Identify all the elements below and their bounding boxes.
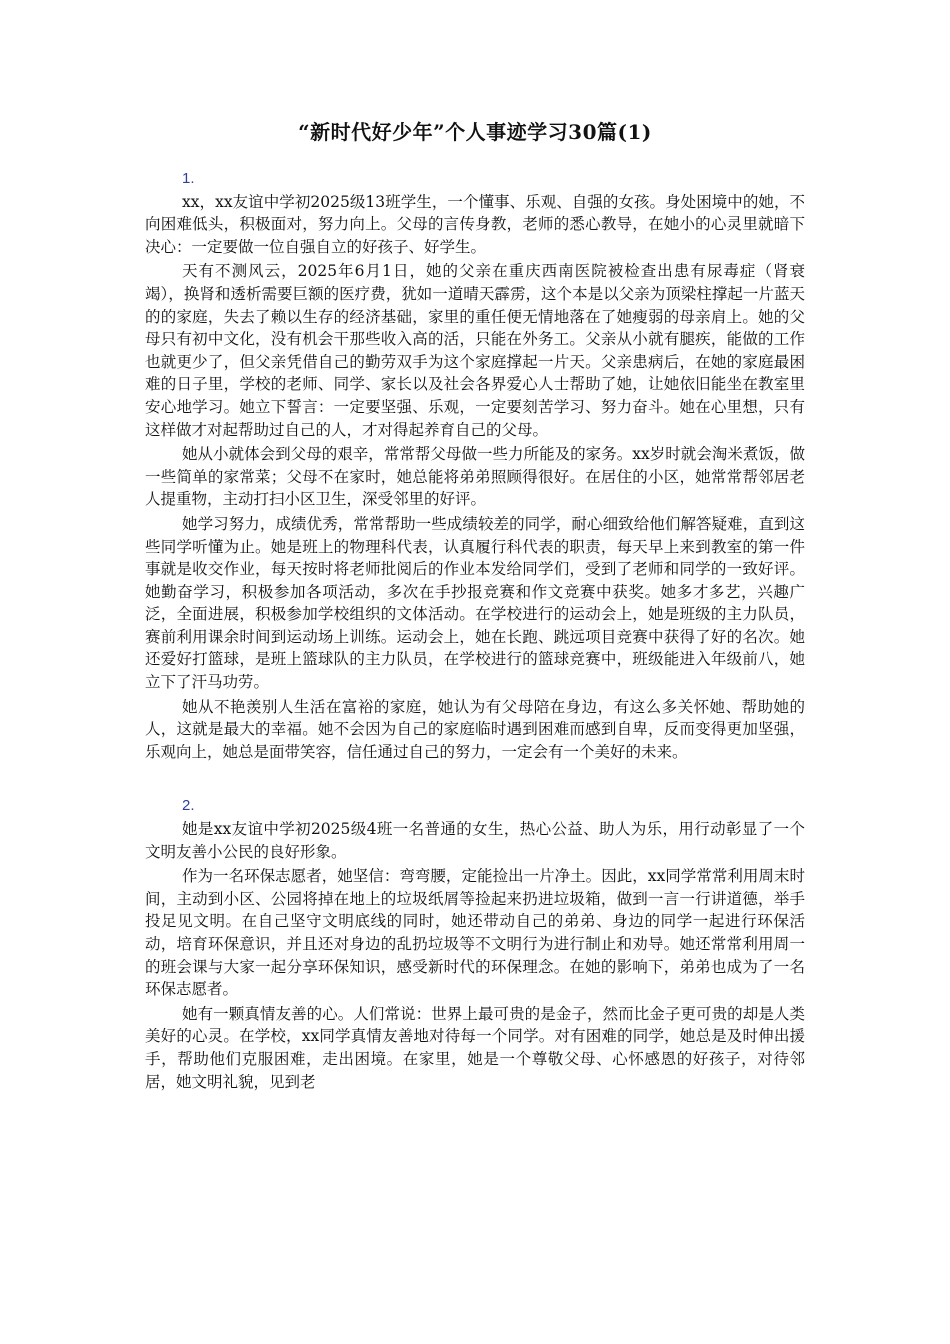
section-number: 1. <box>182 170 195 187</box>
document-title: “新时代好少年”个人事迹学习30篇(1) <box>298 120 652 144</box>
paragraph: xx，xx友谊中学初2025级13班学生，一个懂事、乐观、自强的女孩。身处困境中的她，不向困难低头，积极面对，努力向上。父母的言传身教，老师的悉心教导，在她小的心灵里就暗下决心：一定要做一位自强自立的好孩子、好学生。 <box>145 192 805 256</box>
paragraph: 她从不艳羡别人生活在富裕的家庭，她认为有父母陪在身边，有这么多关怀她、帮助她的人，这就是最大的幸福。她不会因为自己的家庭临时遇到困难而感到自卑，反而变得更加坚强，乐观向上，她总是面带笑容，信任通过自己的努力，一定会有一个美好的未来。 <box>145 697 805 761</box>
section-spacer <box>145 765 805 795</box>
paragraph: 天有不测风云，2025年6月1日，她的父亲在重庆西南医院被检查出患有尿毒症（肾衰竭），换肾和透析需要巨额的医疗费，犹如一道晴天霹雳，这个本是以父亲为顶梁柱撑起一片蓝天的的家庭，失去了赖以生存的经济基础，家里的重任便无情地落在了她瘦弱的母亲肩上。她的父母只有初中文化，没有机会干那些收入高的活，只能在外务工。父亲从小就有腿疾，能做的工作也就更少了，但父亲凭借自己的勤劳双手为这个家庭撑起一片天。父亲患病后，在她的家庭最困难的日子里，学校的老师、同学、家长以及社会各界爱心人士帮助了她，让她依旧能坐在教室里安心地学习。她立下誓言：一定要坚强、乐观，一定要刻苦学习、努力奋斗。她在心里想，只有这样做才对起帮助过自己的人，才对得起养育自己的父母。 <box>145 262 805 439</box>
paragraph: 她有一颗真情友善的心。人们常说：世界上最可贵的是金子，然而比金子更可贵的却是人类美好的心灵。在学校，xx同学真情友善地对待每一个同学。对有困难的同学，她总是及时伸出援手，帮助他们克服困难，走出困境。在家里，她是一个尊敬父母、心怀感恩的好孩子，对待邻居，她文明礼貌，见到老 <box>145 1004 805 1091</box>
paragraph: 她是xx友谊中学初2025级4班一名普通的女生，热心公益、助人为乐，用行动彰显了一个文明友善小公民的良好形象。 <box>145 820 805 861</box>
paragraph: 她从小就体会到父母的艰辛，常常帮父母做一些力所能及的家务。xx岁时就会淘米煮饭，做一些简单的家常菜；父母不在家时，她总能将弟弟照顾得很好。在居住的小区，她常常帮邻居老人提重物，主动打扫小区卫生，深受邻里的好评。 <box>145 445 805 509</box>
paragraph: 作为一名环保志愿者，她坚信：弯弯腰，定能捡出一片净土。因此，xx同学常常利用周末时间，主动到小区、公园将掉在地上的垃圾纸屑等捡起来扔进垃圾箱，做到一言一行讲道德，举手投足见文明。在自己坚守文明底线的同时，她还带动自己的弟弟、身边的同学一起进行环保活动，培育环保意识，并且还对身边的乱扔垃圾等不文明行为进行制止和劝导。她还常常利用周一的班会课与大家一起分享环保知识，感受新时代的环保理念。在她的影响下，弟弟也成为了一名环保志愿者。 <box>145 867 805 999</box>
document-body <box>145 168 805 1095</box>
paragraph: 她学习努力，成绩优秀，常常帮助一些成绩较差的同学，耐心细致给他们解答疑难，直到这些同学听懂为止。她是班上的物理科代表，认真履行科代表的职责，每天早上来到教室的第一件事就是收交作业，每天按时将老师批阅后的作业本发给同学们，受到了老师和同学的一致好评。她勤奋学习，积极参加各项活动，多次在手抄报竞赛和作文竞赛中获奖。她多才多艺，兴趣广泛，全面进展，积极参加学校组织的文体活动。在学校进行的运动会上，她是班级的主力队员，赛前利用课余时间到运动场上训练。运动会上，她在长跑、跳远项目竞赛中获得了好的名次。她还爱好打篮球，是班上篮球队的主力队员，在学校进行的篮球竞赛中，班级能进入年级前八，她立下了汗马功劳。 <box>145 514 805 692</box>
section-number: 2. <box>182 797 195 815</box>
